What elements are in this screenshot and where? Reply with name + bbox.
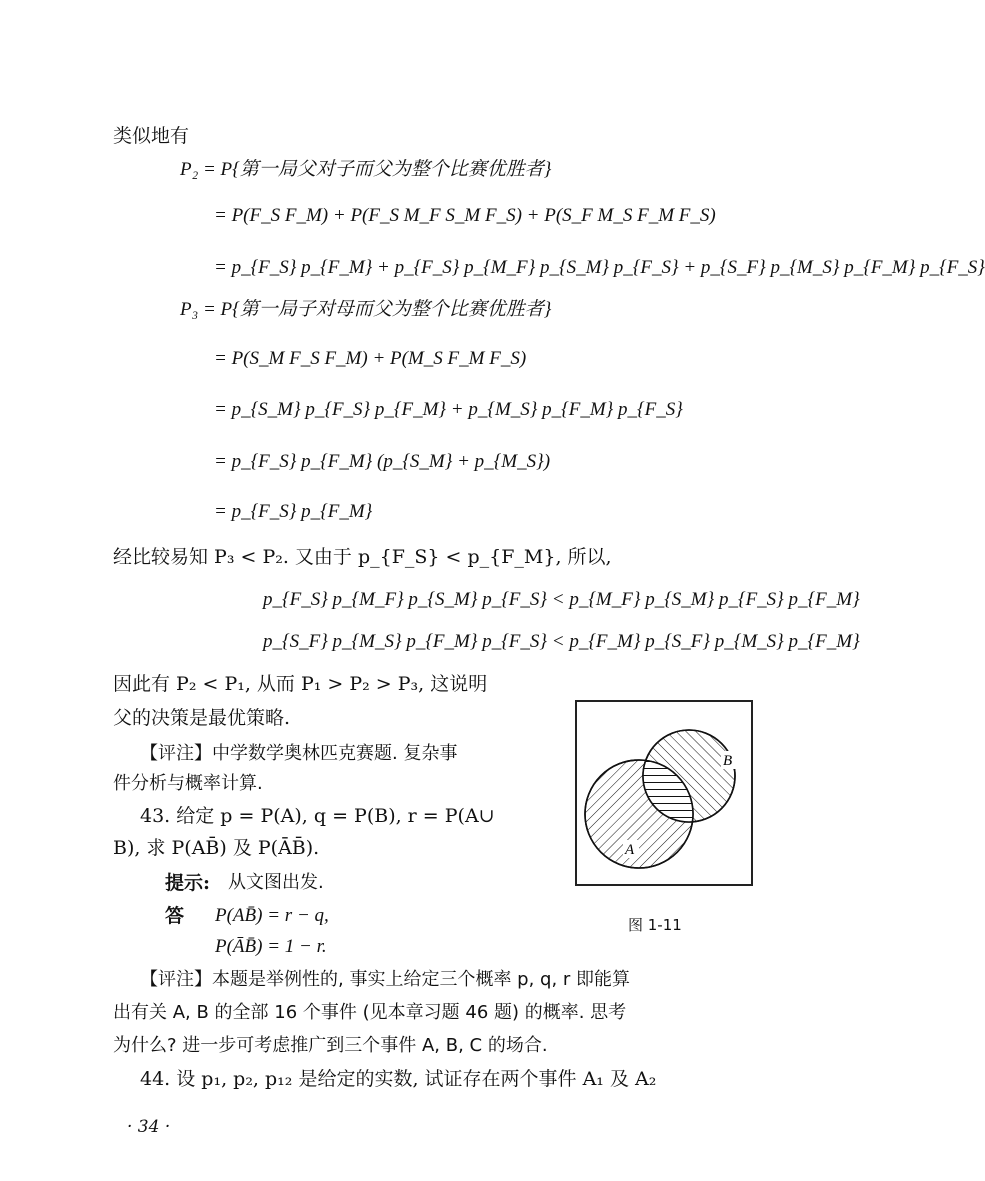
compare-text: 经比较易知 P₃ < P₂. 又由于 p_{F_S} < p_{F_M}, 所以, — [113, 546, 612, 568]
question-44: 44. 设 p₁, p₂, p₁₂ 是给定的实数, 试证存在两个事件 A₁ 及 A₂ — [140, 1068, 657, 1090]
question-43-line-1: 43. 给定 p = P(A), q = P(B), r = P(A∪ — [140, 805, 495, 827]
remark-2-line-2: 出有关 A, B 的全部 16 个事件 (见本章习题 46 题) 的概率. 思考 — [113, 1002, 627, 1023]
hint-label: 提示: — [165, 872, 211, 894]
p2-equation-1: = P(F_S F_M) + P(F_S M_F S_M F_S) + P(S_F M_S F_M F_S) — [214, 205, 716, 226]
p3-definition: P₃ = P{第一局子对母而父为整个比赛优胜者} — [180, 299, 552, 320]
venn-diagram-figure — [575, 700, 753, 886]
label-b: B — [723, 753, 733, 769]
conclusion-line-2: 父的决策是最优策略. — [113, 707, 291, 729]
inequality-2: p_{S_F} p_{M_S} p_{F_M} p_{F_S} < p_{F_M} p_{S_F} p_{M_S} p_{F_M} — [263, 631, 860, 652]
hint-text: 从文图出发. — [228, 872, 324, 893]
p3-equation-2: = p_{S_M} p_{F_S} p_{F_M} + p_{M_S} p_{F_M} p_{F_S} — [214, 399, 683, 420]
p2-definition: P₂ = P{第一局父对子而父为整个比赛优胜者} — [180, 159, 552, 180]
conclusion-line-1: 因此有 P₂ < P₁, 从而 P₁ > P₂ > P₃, 这说明 — [113, 673, 488, 695]
question-43-line-2: B), 求 P(AB̄) 及 P(ĀB̄). — [113, 837, 320, 859]
answer-label: 答 — [165, 905, 185, 927]
intro-text: 类似地有 — [113, 125, 190, 147]
p3-equation-3: = p_{F_S} p_{F_M} (p_{S_M} + p_{M_S}) — [214, 451, 551, 472]
remark-1-line-2: 件分析与概率计算. — [113, 773, 263, 794]
remark-2-line-1: 【评注】本题是举例性的, 事实上给定三个概率 p, q, r 即能算 — [140, 969, 631, 990]
remark-1-line-1: 【评注】中学数学奥林匹克赛题. 复杂事 — [140, 743, 458, 764]
p3-equation-4: = p_{F_S} p_{F_M} — [214, 501, 373, 522]
page-number: · 34 · — [127, 1117, 171, 1137]
remark-2-line-3: 为什么? 进一步可考虑推广到三个事件 A, B, C 的场合. — [113, 1035, 548, 1056]
label-a: A — [625, 842, 635, 858]
inequality-1: p_{F_S} p_{M_F} p_{S_M} p_{F_S} < p_{M_F} p_{S_M} p_{F_S} p_{F_M} — [263, 589, 860, 610]
p3-equation-1: = P(S_M F_S F_M) + P(M_S F_M F_S) — [214, 348, 527, 369]
answer-line-2: P(ĀB̄) = 1 − r. — [215, 936, 327, 957]
p2-equation-2: = p_{F_S} p_{F_M} + p_{F_S} p_{M_F} p_{S_M} p_{F_S} + p_{S_F} p_{M_S} p_{F_M} p_{F_S} — [214, 257, 985, 278]
figure-caption: 图 1-11 — [628, 916, 682, 934]
venn-diagram — [577, 702, 751, 884]
answer-line-1: P(AB̄) = r − q, — [215, 905, 329, 926]
